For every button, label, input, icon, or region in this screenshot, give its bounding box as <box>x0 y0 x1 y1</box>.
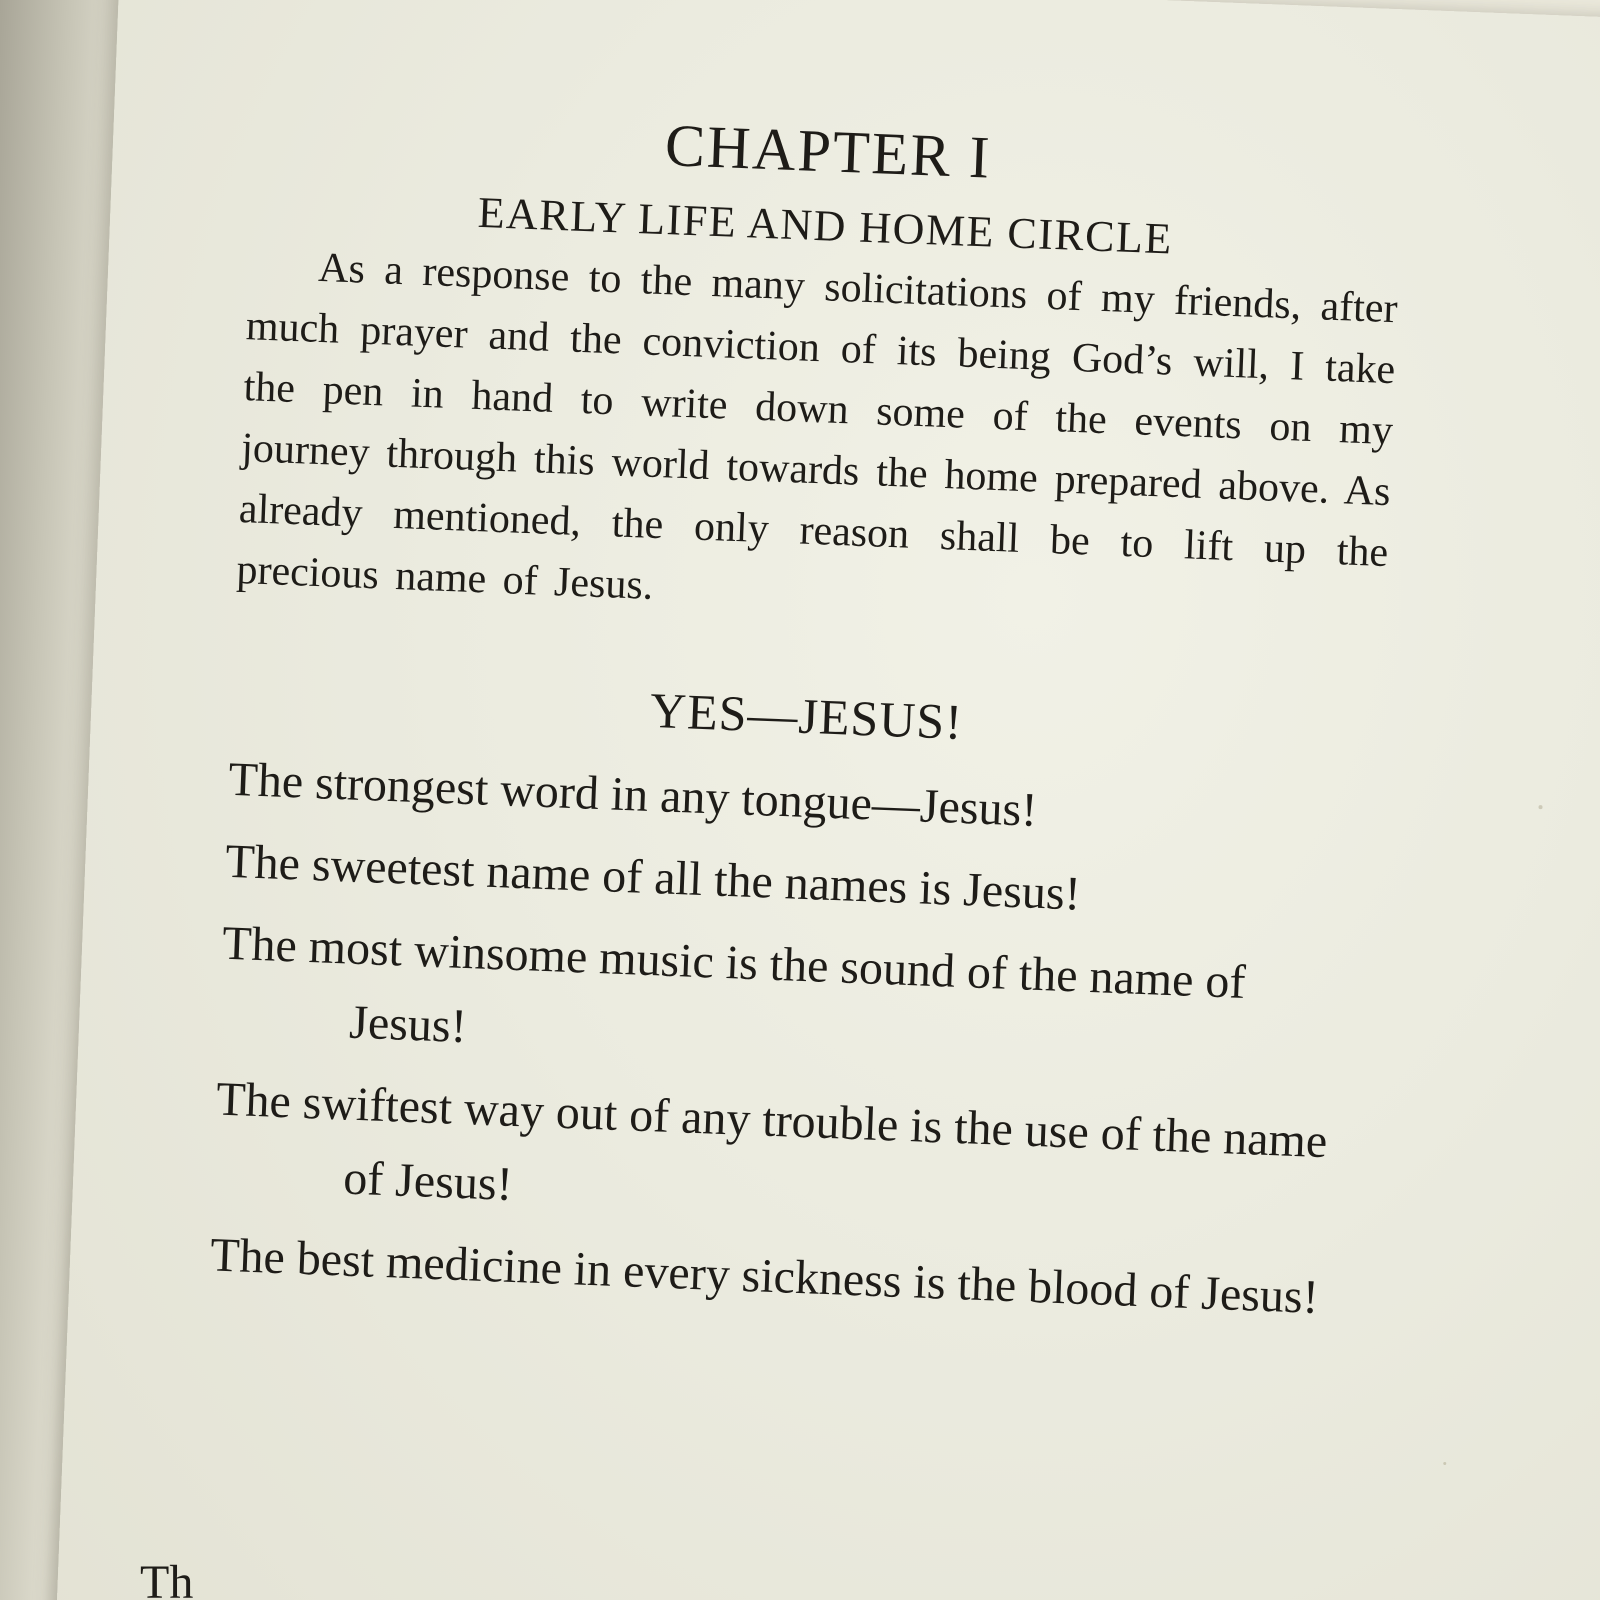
poem-line: The sweetest name of all the names is Jesus! <box>224 834 1082 921</box>
intro-paragraph: As a response to the many solicitations of my friends, after much prayer and the conviction of its being God’s will, I take the pen in hand to write down some of the events on my journey through this world towards the home prepared above. As already mentioned, the only reason shall be to lift up the precious name of Jesus. <box>235 244 1399 609</box>
poem-line: The most winsome music is the sound of the name of Jesus! <box>221 916 1247 1054</box>
poem-line: The best medicine in every sickness is the blood of Jesus! <box>209 1228 1320 1324</box>
paper-speck <box>1538 805 1542 809</box>
cutoff-poem-line: Th <box>140 1556 194 1600</box>
chapter-subtitle: EARLY LIFE AND HOME CIRCLE <box>476 187 1174 264</box>
page-text-block <box>209 95 1404 1344</box>
poem-line: The strongest word in any tongue—Jesus! <box>227 752 1039 837</box>
book-page <box>54 0 1600 1600</box>
poem-title: YES—JESUS! <box>649 681 964 750</box>
poem-line: The swiftest way out of any trouble is the use of the name of Jesus! <box>215 1072 1329 1211</box>
poem-lines <box>209 743 1379 1337</box>
chapter-title: CHAPTER I <box>663 112 993 191</box>
paper-speck <box>1443 1462 1446 1465</box>
